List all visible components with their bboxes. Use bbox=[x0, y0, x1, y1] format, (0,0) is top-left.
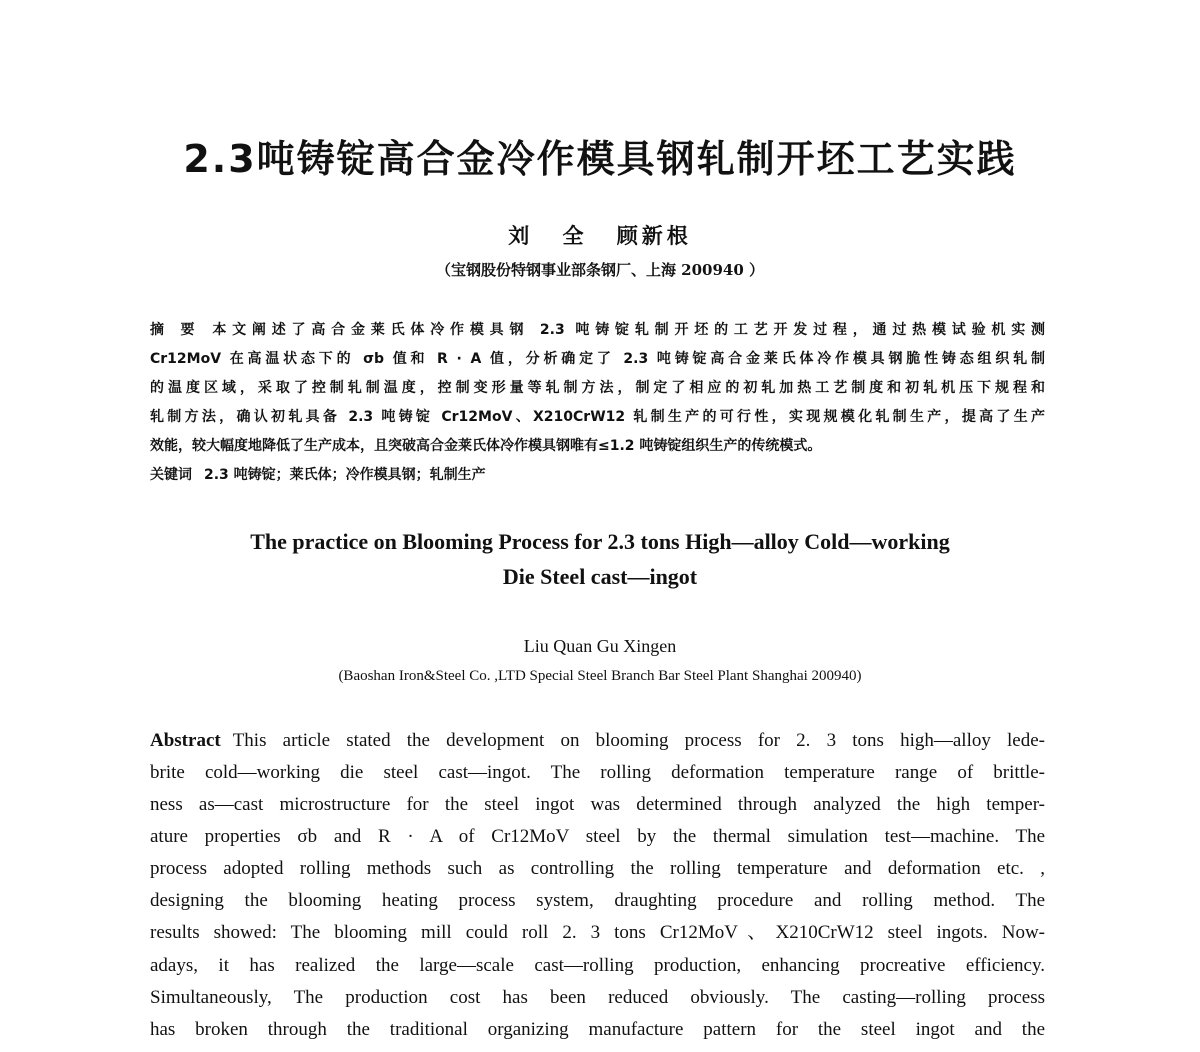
cn-abstract-text: 本文阐述了高合金莱氏体冷作模具钢 2.3 吨铸锭轧制开坯的工艺开发过程，通过热模试验机实测 bbox=[212, 322, 1046, 338]
page-title: 2.3吨铸锭高合金冷作模具钢轧制开坯工艺实践 bbox=[183, 137, 1017, 181]
en-abstract-text: This article stated the development on blooming process for 2. 3 tons high—alloy lede- bbox=[232, 730, 1045, 751]
cn-abstract-label: 摘 要 bbox=[150, 322, 201, 338]
en-title-line: The practice on Blooming Process for 2.3 tons High—alloy Cold—working bbox=[250, 529, 950, 554]
cn-keywords bbox=[150, 465, 1045, 485]
cn-abstract-line: 的温度区域，采取了控制轧制温度，控制变形量等轧制方法，制定了相应的初轧加热工艺制度和初轧机压下规程和 bbox=[150, 380, 1045, 396]
cn-abstract-line bbox=[150, 320, 1045, 340]
en-abstract-label: Abstract bbox=[150, 730, 221, 751]
cn-abstract-line: 效能，较大幅度地降低了生产成本，且突破高合金莱氏体冷作模具钢唯有≤1.2 吨铸锭组织生产的传统模式。 bbox=[150, 438, 822, 454]
en-abstract-line: ature properties σb and R · A of Cr12MoV steel by the thermal simulation test—machine. The bbox=[150, 826, 1045, 847]
cn-keywords-label: 关键词 bbox=[150, 467, 192, 483]
en-abstract-line: adays, it has realized the large—scale cast—rolling production, enhancing procreative efficiency. bbox=[150, 955, 1045, 976]
en-abstract-line bbox=[150, 729, 1045, 753]
cn-authors: 刘 全 顾新根 bbox=[508, 223, 692, 248]
en-abstract-line: ness as—cast microstructure for the steel ingot was determined through analyzed the high temper- bbox=[150, 794, 1045, 815]
en-abstract-line: results showed: The blooming mill could roll 2. 3 tons Cr12MoV、X210CrW12 steel ingots. Now- bbox=[150, 922, 1045, 943]
en-authors: Liu Quan Gu Xingen bbox=[523, 636, 677, 656]
cn-keywords-text: 2.3 吨铸锭；莱氏体；冷作模具钢；轧制生产 bbox=[204, 467, 486, 483]
cn-affiliation: （宝钢股份特钢事业部条钢厂、上海 200940 ） bbox=[435, 261, 765, 279]
en-abstract-line: designing the blooming heating process system, draughting procedure and rolling method. The bbox=[150, 890, 1045, 911]
en-abstract-line: has broken through the traditional organizing manufacture pattern for the steel ingot and the bbox=[150, 1019, 1045, 1040]
en-title-line: Die Steel cast—ingot bbox=[502, 564, 698, 589]
cn-abstract-line: Cr12MoV 在高温状态下的 σb 值和 R · A 值，分析确定了 2.3 吨铸锭高合金莱氏体冷作模具钢脆性铸态组织轧制 bbox=[150, 351, 1045, 367]
en-abstract-line: brite cold—working die steel cast—ingot. The rolling deformation temperature range of brittle- bbox=[150, 762, 1045, 783]
en-abstract-line: process adopted rolling methods such as controlling the rolling temperature and deformation etc. , bbox=[150, 858, 1045, 879]
cn-abstract-line: 轧制方法，确认初轧具备 2.3 吨铸锭 Cr12MoV、X210CrW12 轧制生产的可行性，实现规模化轧制生产，提高了生产 bbox=[150, 409, 1045, 425]
en-abstract-line: Simultaneously, The production cost has been reduced obviously. The casting—rolling process bbox=[150, 987, 1045, 1008]
en-affiliation: (Baoshan Iron&Steel Co. ,LTD Special Steel Branch Bar Steel Plant Shanghai 200940) bbox=[338, 668, 862, 684]
